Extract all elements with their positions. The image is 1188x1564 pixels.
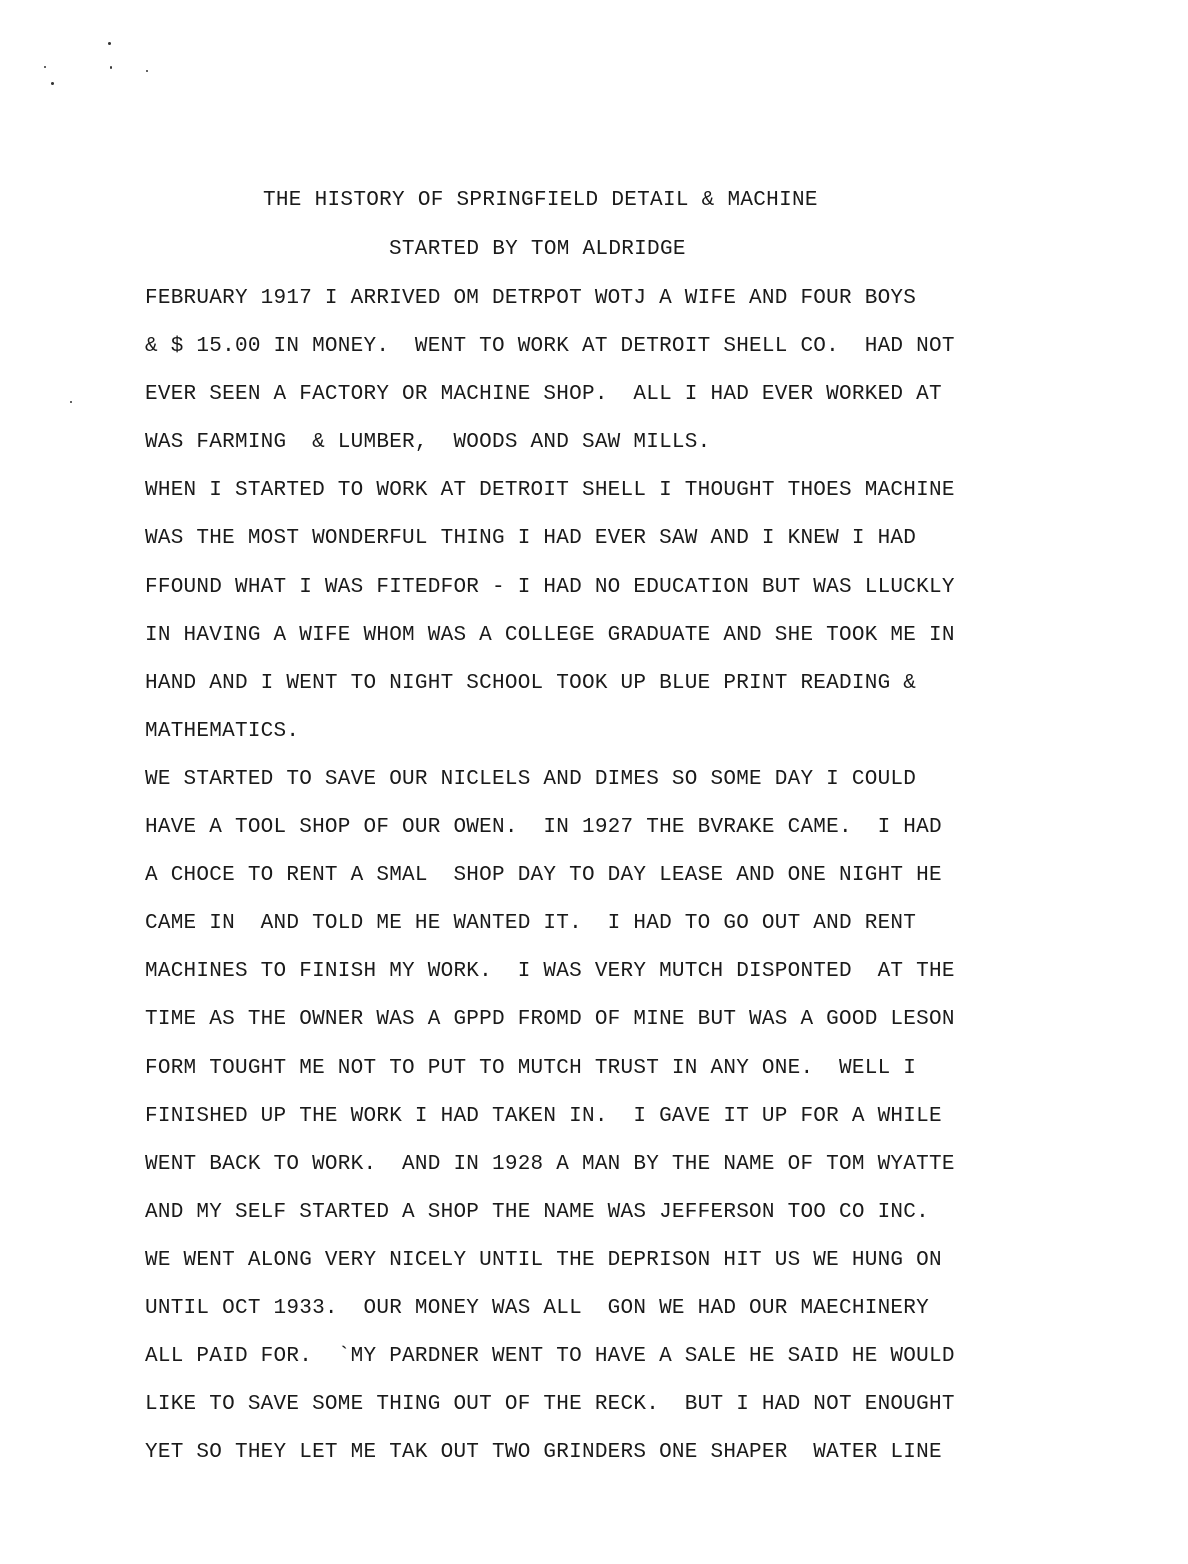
document-body	[145, 286, 1145, 1488]
text-line: AND MY SELF STARTED A SHOP THE NAME WAS JEFFERSON TOO CO INC.	[145, 1200, 929, 1224]
text-line: FINISHED UP THE WORK I HAD TAKEN IN. I GAVE IT UP FOR A WHILE	[145, 1104, 942, 1128]
text-line: WAS THE MOST WONDERFUL THING I HAD EVER SAW AND I KNEW I HAD	[145, 527, 917, 551]
document-subtitle: STARTED BY TOM ALDRIDGE	[389, 238, 686, 261]
text-line: MATHEMATICS.	[145, 719, 300, 743]
text-line: MACHINES TO FINISH MY WORK. I WAS VERY MUTCH DISPONTED AT THE	[145, 960, 955, 984]
text-line: A CHOCE TO RENT A SMAL SHOP DAY TO DAY LEASE AND ONE NIGHT HE	[145, 864, 942, 888]
text-line: FORM TOUGHT ME NOT TO PUT TO MUTCH TRUST IN ANY ONE. WELL I	[145, 1056, 917, 1080]
document-title: THE HISTORY OF SPRINGFIELD DETAIL & MACHINE	[263, 189, 818, 212]
scan-speck	[110, 66, 112, 69]
text-line: WHEN I STARTED TO WORK AT DETROIT SHELL I THOUGHT THOES MACHINE	[145, 479, 955, 503]
text-line: ALL PAID FOR. `MY PARDNER WENT TO HAVE A SALE HE SAID HE WOULD	[145, 1345, 955, 1369]
text-line: HAVE A TOOL SHOP OF OUR OWEN. IN 1927 THE BVRAKE CAME. I HAD	[145, 816, 942, 840]
text-line: WENT BACK TO WORK. AND IN 1928 A MAN BY THE NAME OF TOM WYATTE	[145, 1152, 955, 1176]
scan-speck	[146, 70, 148, 72]
scan-speck	[44, 66, 46, 68]
text-line: HAND AND I WENT TO NIGHT SCHOOL TOOK UP BLUE PRINT READING &	[145, 671, 917, 695]
text-line: WE WENT ALONG VERY NICELY UNTIL THE DEPRISON HIT US WE HUNG ON	[145, 1248, 942, 1272]
text-line: WAS FARMING & LUMBER, WOODS AND SAW MILLS.	[145, 431, 711, 455]
text-line: YET SO THEY LET ME TAK OUT TWO GRINDERS ONE SHAPER WATER LINE	[145, 1441, 942, 1465]
text-line: TIME AS THE OWNER WAS A GPPD FROMD OF MINE BUT WAS A GOOD LESON	[145, 1008, 955, 1032]
text-line: EVER SEEN A FACTORY OR MACHINE SHOP. ALL I HAD EVER WORKED AT	[145, 383, 942, 407]
text-line: & $ 15.00 IN MONEY. WENT TO WORK AT DETROIT SHELL CO. HAD NOT	[145, 335, 955, 359]
text-line: UNTIL OCT 1933. OUR MONEY WAS ALL GON WE HAD OUR MAECHINERY	[145, 1296, 929, 1320]
text-line: FFOUND WHAT I WAS FITEDFOR - I HAD NO EDUCATION BUT WAS LLUCKLY	[145, 575, 955, 599]
scan-speck	[70, 401, 72, 403]
scan-speck	[108, 42, 111, 45]
text-line: IN HAVING A WIFE WHOM WAS A COLLEGE GRADUATE AND SHE TOOK ME IN	[145, 623, 955, 647]
text-line: CAME IN AND TOLD ME HE WANTED IT. I HAD TO GO OUT AND RENT	[145, 912, 917, 936]
text-line: LIKE TO SAVE SOME THING OUT OF THE RECK. BUT I HAD NOT ENOUGHT	[145, 1393, 955, 1417]
scan-speck	[51, 82, 54, 85]
text-line: WE STARTED TO SAVE OUR NICLELS AND DIMES SO SOME DAY I COULD	[145, 767, 917, 791]
text-line: FEBRUARY 1917 I ARRIVED OM DETRPOT WOTJ A WIFE AND FOUR BOYS	[145, 287, 917, 310]
